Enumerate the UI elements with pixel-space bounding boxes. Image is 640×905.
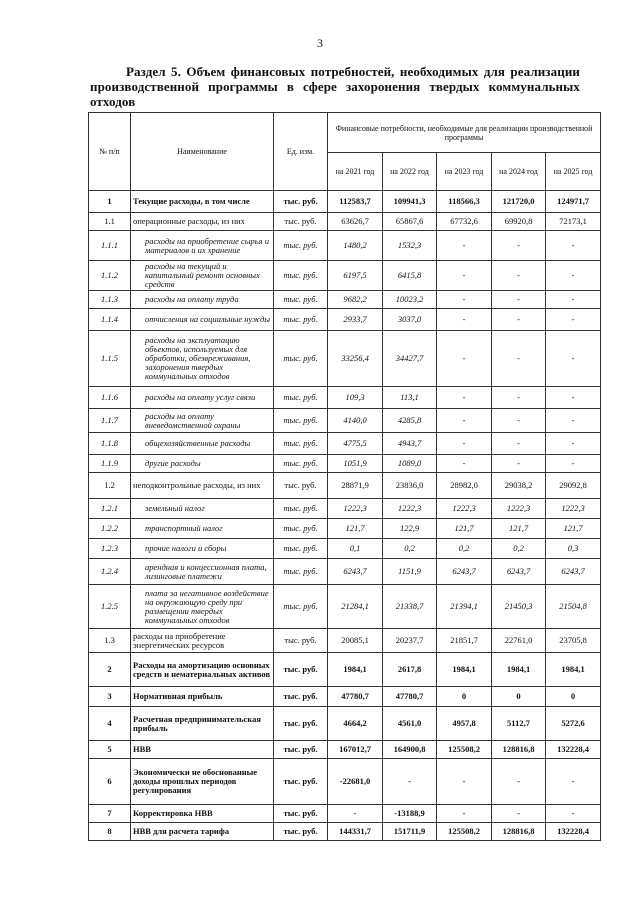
row-value: - xyxy=(492,759,546,805)
row-unit: тыс. руб. xyxy=(274,823,328,841)
row-unit: тыс. руб. xyxy=(274,213,328,231)
row-name: плата за негативное воздействие на окружающую среду при размещении твердых коммунальных отходов xyxy=(131,585,274,629)
row-value: 3037,0 xyxy=(383,309,437,331)
row-value: 128816,8 xyxy=(492,741,546,759)
row-name: Расходы на амортизацию основных средств и нематериальных активов xyxy=(131,653,274,687)
row-value: 21851,7 xyxy=(437,629,492,653)
table-row xyxy=(89,585,601,629)
row-value: - xyxy=(546,291,601,309)
row-value: 124971,7 xyxy=(546,191,601,213)
row-value: - xyxy=(492,433,546,455)
header-name: Наименование xyxy=(131,113,274,191)
row-value: 164900,8 xyxy=(383,741,437,759)
row-value: 6243,7 xyxy=(546,559,601,585)
row-number: 1.2.3 xyxy=(89,539,131,559)
row-value: - xyxy=(492,291,546,309)
row-value: 144331,7 xyxy=(328,823,383,841)
row-value: 29038,2 xyxy=(492,473,546,499)
table-body xyxy=(89,191,601,841)
row-name: расходы на оплату вневедомственной охраны xyxy=(131,409,274,433)
row-number: 1.1.5 xyxy=(89,331,131,387)
header-num: № п/п xyxy=(89,113,131,191)
row-value: 121720,0 xyxy=(492,191,546,213)
header-year: на 2021 год xyxy=(328,153,383,191)
row-value: 109941,3 xyxy=(383,191,437,213)
table-row xyxy=(89,499,601,519)
row-number: 1.3 xyxy=(89,629,131,653)
financial-needs-table xyxy=(88,112,601,841)
row-value: 118566,3 xyxy=(437,191,492,213)
row-name: другие расходы xyxy=(131,455,274,473)
row-value: 72173,1 xyxy=(546,213,601,231)
row-value: 1222,3 xyxy=(492,499,546,519)
row-value: 23836,0 xyxy=(383,473,437,499)
row-value: -13188,9 xyxy=(383,805,437,823)
table-row xyxy=(89,261,601,291)
row-value: 4140,0 xyxy=(328,409,383,433)
row-value: 21450,3 xyxy=(492,585,546,629)
row-value: 121,7 xyxy=(546,519,601,539)
row-name: НВВ для расчета тарифа xyxy=(131,823,274,841)
row-value: 121,7 xyxy=(328,519,383,539)
row-unit: тыс. руб. xyxy=(274,707,328,741)
row-name: расходы на приобретение энергетических ресурсов xyxy=(131,629,274,653)
row-value: 6243,7 xyxy=(437,559,492,585)
row-value: 20085,1 xyxy=(328,629,383,653)
row-value: 63626,7 xyxy=(328,213,383,231)
table-row xyxy=(89,653,601,687)
row-value: - xyxy=(437,759,492,805)
row-value: 1984,1 xyxy=(437,653,492,687)
row-unit: тыс. руб. xyxy=(274,585,328,629)
row-name: расходы на эксплуатацию объектов, используемых для обработки, обезвреживания, захоронения твердых коммунальных отходов xyxy=(131,331,274,387)
row-value: - xyxy=(437,331,492,387)
row-name: транспортный налог xyxy=(131,519,274,539)
row-name: неподконтрольные расходы, из них xyxy=(131,473,274,499)
row-value: - xyxy=(492,409,546,433)
row-unit: тыс. руб. xyxy=(274,559,328,585)
row-value: - xyxy=(546,805,601,823)
row-value: - xyxy=(546,759,601,805)
row-value: 47780,7 xyxy=(383,687,437,707)
row-value: 1222,3 xyxy=(546,499,601,519)
row-value: 22761,0 xyxy=(492,629,546,653)
table-row xyxy=(89,759,601,805)
row-name: расходы на текущий и капитальный ремонт основных средств xyxy=(131,261,274,291)
row-value: 28982,0 xyxy=(437,473,492,499)
row-value: - xyxy=(437,409,492,433)
table-row xyxy=(89,519,601,539)
row-name: Корректировка НВВ xyxy=(131,805,274,823)
row-name: Экономически не обоснованные доходы прошлых периодов регулирования xyxy=(131,759,274,805)
row-value: 6243,7 xyxy=(328,559,383,585)
row-value: 29092,8 xyxy=(546,473,601,499)
header-unit: Ед. изм. xyxy=(274,113,328,191)
row-number: 6 xyxy=(89,759,131,805)
table-row xyxy=(89,805,601,823)
row-value: 1480,2 xyxy=(328,231,383,261)
table-row xyxy=(89,687,601,707)
row-value: - xyxy=(546,387,601,409)
row-value: - xyxy=(437,455,492,473)
table-row xyxy=(89,213,601,231)
row-value: 112583,7 xyxy=(328,191,383,213)
row-value: 4943,7 xyxy=(383,433,437,455)
row-unit: тыс. руб. xyxy=(274,519,328,539)
row-value: 9682,2 xyxy=(328,291,383,309)
row-value: 128816,8 xyxy=(492,823,546,841)
row-value: 1222,3 xyxy=(437,499,492,519)
row-number: 8 xyxy=(89,823,131,841)
table-row xyxy=(89,191,601,213)
table-row xyxy=(89,331,601,387)
table-row xyxy=(89,559,601,585)
row-value: 167012,7 xyxy=(328,741,383,759)
row-unit: тыс. руб. xyxy=(274,409,328,433)
row-value: 34427,7 xyxy=(383,331,437,387)
row-value: 10023,2 xyxy=(383,291,437,309)
header-group: Финансовые потребности, необходимые для реализации производственной программы xyxy=(328,113,601,153)
row-value: 151711,9 xyxy=(383,823,437,841)
row-value: 121,7 xyxy=(492,519,546,539)
row-value: - xyxy=(546,455,601,473)
row-number: 3 xyxy=(89,687,131,707)
row-name: расходы на оплату услуг связи xyxy=(131,387,274,409)
row-unit: тыс. руб. xyxy=(274,309,328,331)
row-value: - xyxy=(492,805,546,823)
row-value: 4664,2 xyxy=(328,707,383,741)
section-title-text: Раздел 5. Объем финансовых потребностей, необходимых для реализации производственной программы в сфере захоронения твердых коммунальных отходов xyxy=(90,64,580,109)
row-name: расходы на оплату труда xyxy=(131,291,274,309)
row-name: Текущие расходы, в том числе xyxy=(131,191,274,213)
header-year: на 2025 год xyxy=(546,153,601,191)
row-value: - xyxy=(437,261,492,291)
row-value: 0,2 xyxy=(383,539,437,559)
row-value: 132228,4 xyxy=(546,823,601,841)
row-value: - xyxy=(492,455,546,473)
row-value: 23705,8 xyxy=(546,629,601,653)
table-row xyxy=(89,455,601,473)
row-name: отчисления на социальные нужды xyxy=(131,309,274,331)
row-name: НВВ xyxy=(131,741,274,759)
row-value: -22681,0 xyxy=(328,759,383,805)
row-number: 1.1.6 xyxy=(89,387,131,409)
row-value: 1222,3 xyxy=(383,499,437,519)
row-number: 1.2.5 xyxy=(89,585,131,629)
row-value: - xyxy=(546,331,601,387)
row-value: - xyxy=(492,331,546,387)
row-name: Расчетная предпринимательская прибыль xyxy=(131,707,274,741)
row-number: 1.1.2 xyxy=(89,261,131,291)
row-value: 132228,4 xyxy=(546,741,601,759)
row-value: - xyxy=(546,309,601,331)
row-value: - xyxy=(437,291,492,309)
row-value: - xyxy=(546,231,601,261)
row-unit: тыс. руб. xyxy=(274,653,328,687)
row-value: - xyxy=(437,309,492,331)
row-value: 125508,2 xyxy=(437,823,492,841)
row-unit: тыс. руб. xyxy=(274,499,328,519)
row-value: 0 xyxy=(492,687,546,707)
row-value: - xyxy=(437,805,492,823)
row-value: 1151,9 xyxy=(383,559,437,585)
table-row xyxy=(89,823,601,841)
section-title xyxy=(90,64,580,109)
row-value: 67732,6 xyxy=(437,213,492,231)
row-number: 1.2.2 xyxy=(89,519,131,539)
header-year: на 2024 год xyxy=(492,153,546,191)
row-name: общехозяйственные расходы xyxy=(131,433,274,455)
row-unit: тыс. руб. xyxy=(274,231,328,261)
row-name: прочие налоги и сборы xyxy=(131,539,274,559)
row-value: - xyxy=(546,261,601,291)
row-number: 1.1.7 xyxy=(89,409,131,433)
row-number: 1.1.3 xyxy=(89,291,131,309)
row-value: 6197,5 xyxy=(328,261,383,291)
table-row xyxy=(89,629,601,653)
row-value: 20237,7 xyxy=(383,629,437,653)
row-value: 4957,8 xyxy=(437,707,492,741)
table-row xyxy=(89,409,601,433)
row-value: 1984,1 xyxy=(492,653,546,687)
table-row xyxy=(89,433,601,455)
row-unit: тыс. руб. xyxy=(274,291,328,309)
row-unit: тыс. руб. xyxy=(274,455,328,473)
row-unit: тыс. руб. xyxy=(274,473,328,499)
table-row xyxy=(89,707,601,741)
row-unit: тыс. руб. xyxy=(274,629,328,653)
row-value: - xyxy=(328,805,383,823)
row-value: 47780,7 xyxy=(328,687,383,707)
row-value: 113,1 xyxy=(383,387,437,409)
row-name: арендная и концессионная плата, лизинговые платежи xyxy=(131,559,274,585)
row-value: 0,2 xyxy=(492,539,546,559)
row-value: - xyxy=(492,309,546,331)
row-unit: тыс. руб. xyxy=(274,331,328,387)
row-value: 122,9 xyxy=(383,519,437,539)
row-value: 1089,0 xyxy=(383,455,437,473)
row-number: 1.1.4 xyxy=(89,309,131,331)
row-value: 0,2 xyxy=(437,539,492,559)
row-value: - xyxy=(492,231,546,261)
table-row xyxy=(89,539,601,559)
row-unit: тыс. руб. xyxy=(274,687,328,707)
row-unit: тыс. руб. xyxy=(274,539,328,559)
row-number: 2 xyxy=(89,653,131,687)
row-value: 125508,2 xyxy=(437,741,492,759)
table-row xyxy=(89,387,601,409)
row-name: Нормативная прибыль xyxy=(131,687,274,707)
row-value: 6243,7 xyxy=(492,559,546,585)
row-number: 1.2.4 xyxy=(89,559,131,585)
row-number: 5 xyxy=(89,741,131,759)
row-value: - xyxy=(437,231,492,261)
row-number: 1.2 xyxy=(89,473,131,499)
row-number: 1 xyxy=(89,191,131,213)
row-value: - xyxy=(492,387,546,409)
row-value: 121,7 xyxy=(437,519,492,539)
row-value: - xyxy=(492,261,546,291)
row-value: 6415,8 xyxy=(383,261,437,291)
row-value: - xyxy=(546,433,601,455)
row-value: 1532,3 xyxy=(383,231,437,261)
row-value: - xyxy=(437,433,492,455)
row-value: 21394,1 xyxy=(437,585,492,629)
row-number: 1.1.1 xyxy=(89,231,131,261)
row-value: 0,1 xyxy=(328,539,383,559)
row-value: 2617,8 xyxy=(383,653,437,687)
page-number: 3 xyxy=(317,36,323,50)
row-number: 1.1.9 xyxy=(89,455,131,473)
row-unit: тыс. руб. xyxy=(274,805,328,823)
row-value: 1984,1 xyxy=(328,653,383,687)
row-value: 109,3 xyxy=(328,387,383,409)
table-row xyxy=(89,309,601,331)
row-value: 1984,1 xyxy=(546,653,601,687)
header-year: на 2023 год xyxy=(437,153,492,191)
row-name: земельный налог xyxy=(131,499,274,519)
row-value: 21284,1 xyxy=(328,585,383,629)
row-value: 33256,4 xyxy=(328,331,383,387)
row-value: 69920,8 xyxy=(492,213,546,231)
row-number: 7 xyxy=(89,805,131,823)
row-value: 65867,6 xyxy=(383,213,437,231)
row-unit: тыс. руб. xyxy=(274,191,328,213)
row-value: 4775,5 xyxy=(328,433,383,455)
row-value: 28871,9 xyxy=(328,473,383,499)
row-value: 1051,9 xyxy=(328,455,383,473)
row-value: 0,3 xyxy=(546,539,601,559)
row-name: операционные расходы, из них xyxy=(131,213,274,231)
table-row xyxy=(89,291,601,309)
row-number: 1.1.8 xyxy=(89,433,131,455)
row-value: - xyxy=(546,409,601,433)
row-value: 1222,3 xyxy=(328,499,383,519)
row-number: 1.1 xyxy=(89,213,131,231)
row-unit: тыс. руб. xyxy=(274,387,328,409)
row-value: 5112,7 xyxy=(492,707,546,741)
row-value: 4561,0 xyxy=(383,707,437,741)
row-value: - xyxy=(383,759,437,805)
header-year: на 2022 год xyxy=(383,153,437,191)
row-value: 0 xyxy=(546,687,601,707)
row-value: 0 xyxy=(437,687,492,707)
row-value: 4285,8 xyxy=(383,409,437,433)
row-unit: тыс. руб. xyxy=(274,759,328,805)
row-name: расходы на приобретение сырья и материалов и их хранение xyxy=(131,231,274,261)
row-value: 21338,7 xyxy=(383,585,437,629)
row-unit: тыс. руб. xyxy=(274,261,328,291)
table-row xyxy=(89,473,601,499)
row-number: 1.2.1 xyxy=(89,499,131,519)
table-header xyxy=(89,113,601,191)
table-row xyxy=(89,231,601,261)
row-number: 4 xyxy=(89,707,131,741)
table-row xyxy=(89,741,601,759)
row-unit: тыс. руб. xyxy=(274,741,328,759)
row-value: 2933,7 xyxy=(328,309,383,331)
row-unit: тыс. руб. xyxy=(274,433,328,455)
row-value: 5272,6 xyxy=(546,707,601,741)
row-value: - xyxy=(437,387,492,409)
row-value: 21504,8 xyxy=(546,585,601,629)
